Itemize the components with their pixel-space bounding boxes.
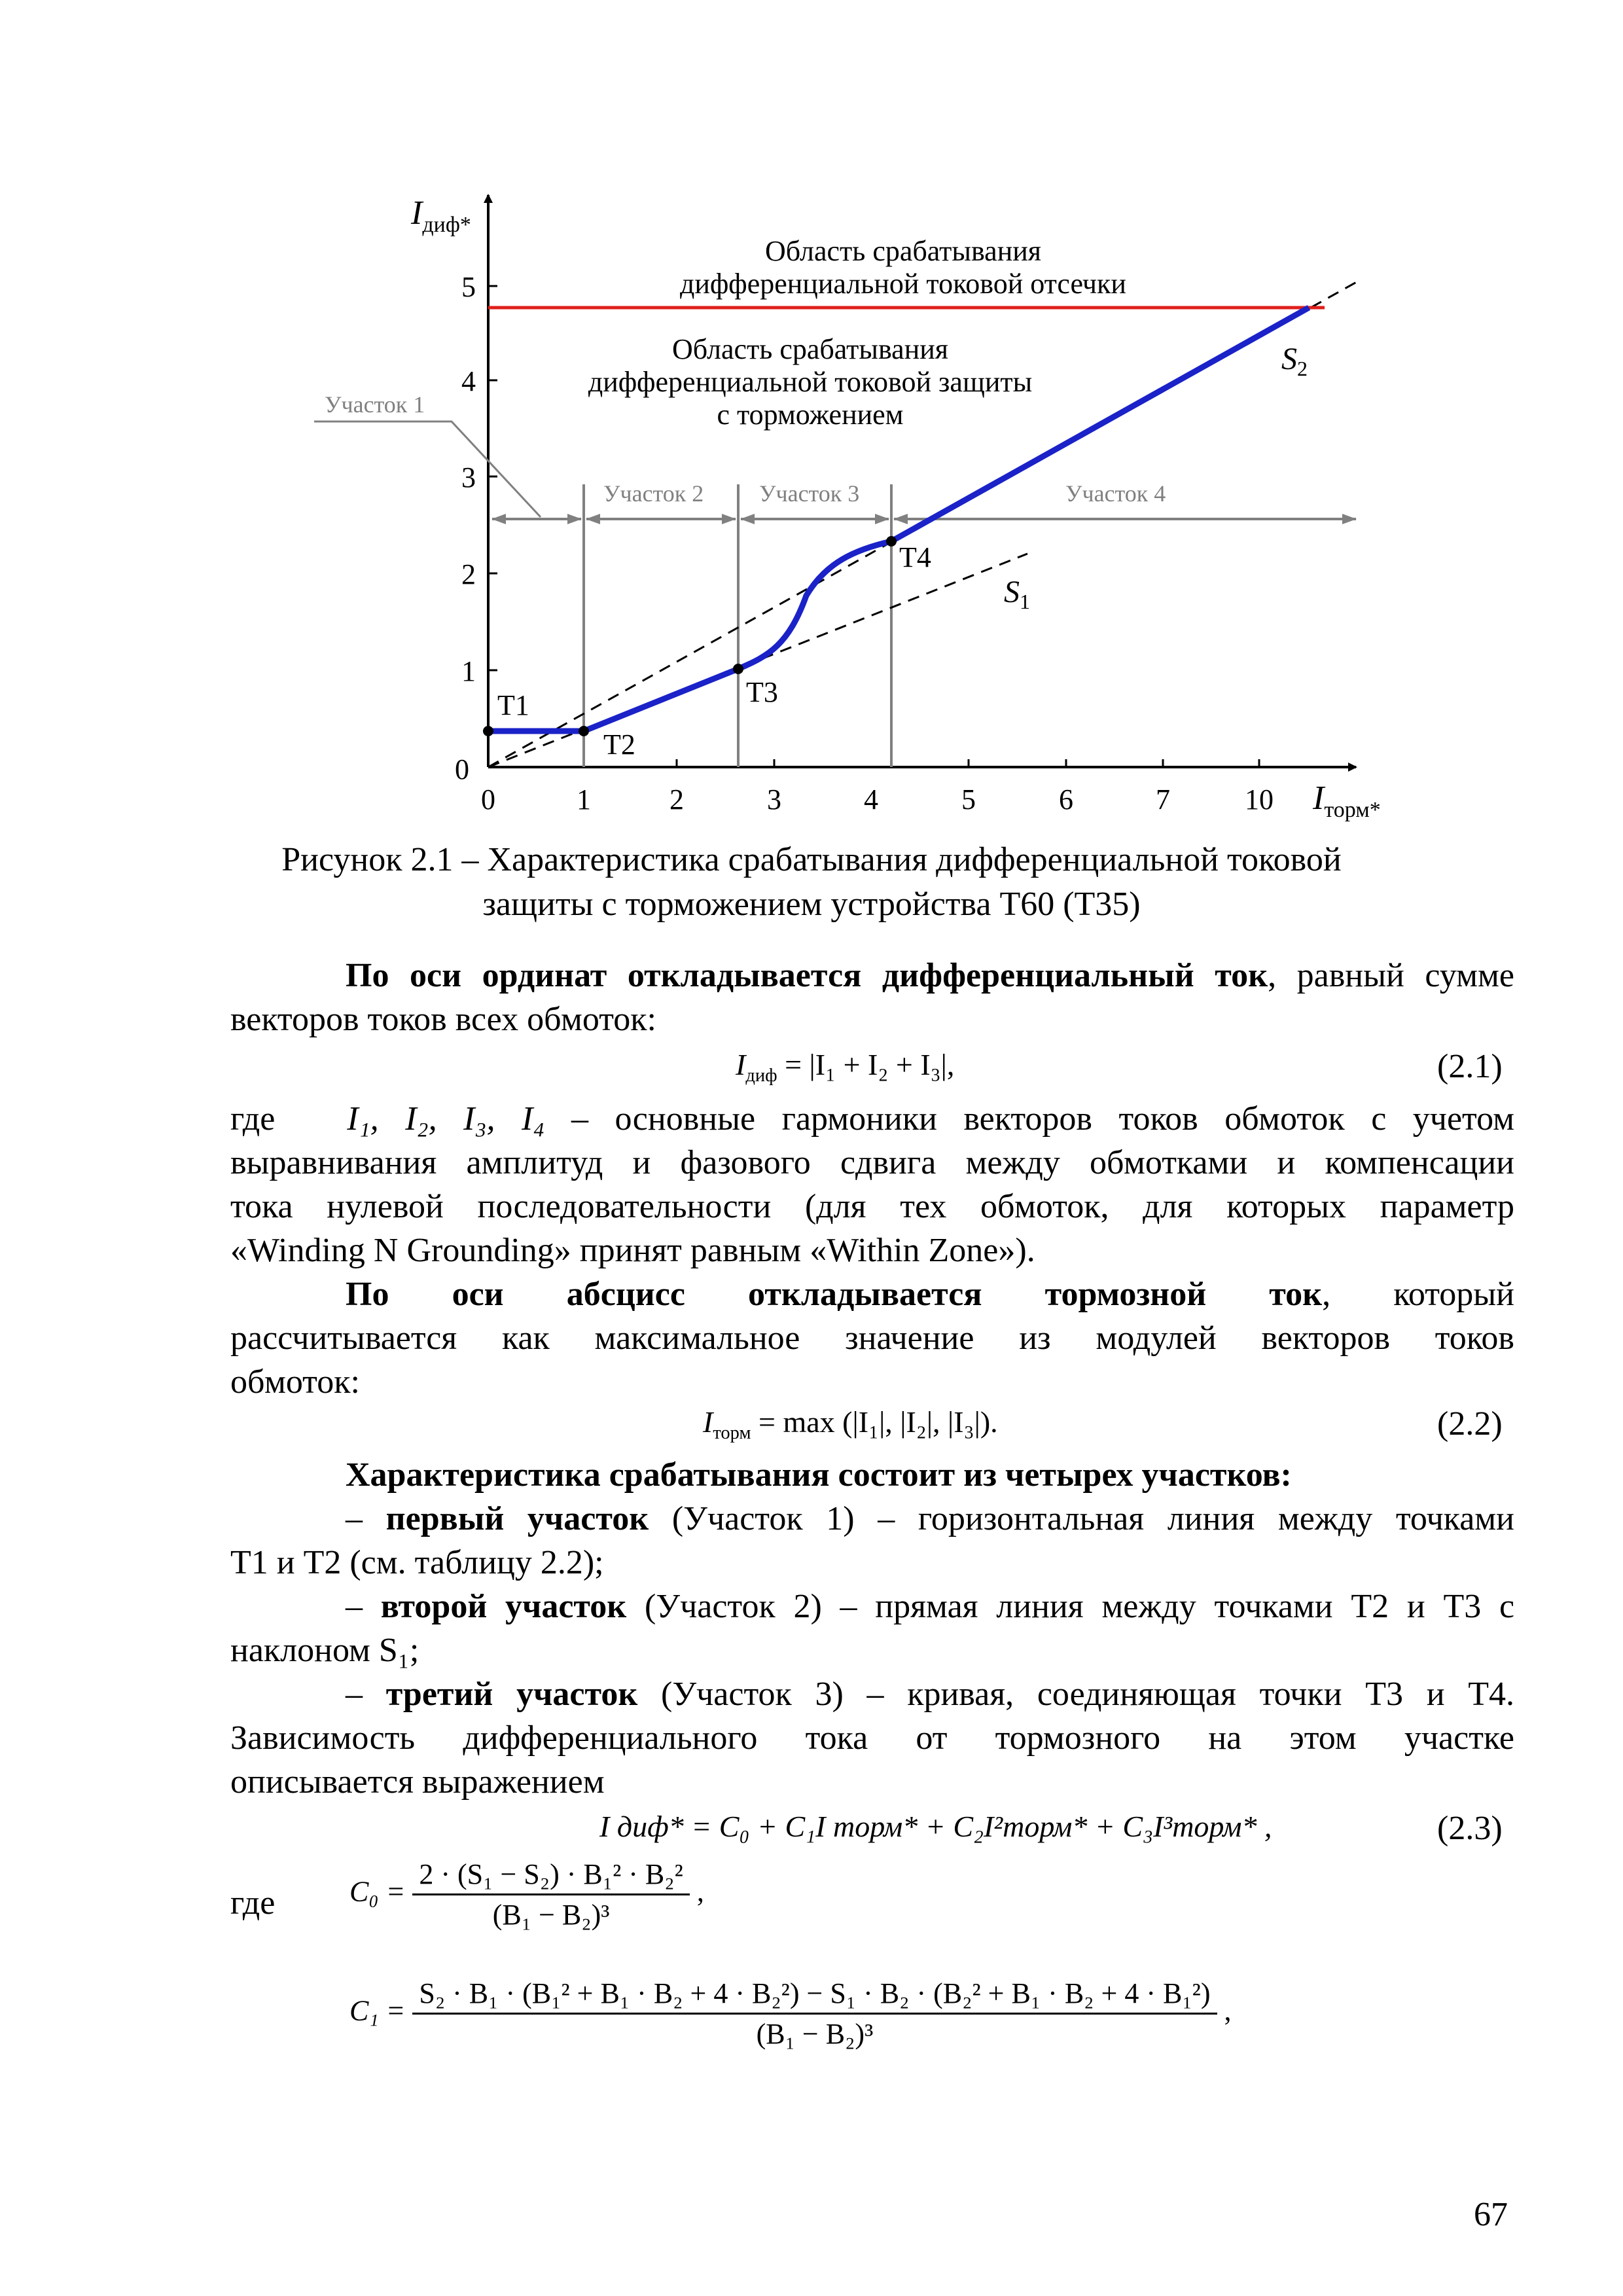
figure-caption [229,838,1394,927]
list-item [230,1497,1514,1541]
list-item [230,1672,1514,1716]
point-t3-label: T3 [746,676,778,708]
fraction [412,1977,1217,2051]
text-line: T1 и T2 (см. таблицу 2.2); [230,1544,604,1581]
paragraph-abscissa [230,1272,1514,1404]
paragraph-bold: По оси абсцисс откладывается тормозной ток [346,1276,1323,1313]
text-line: «Winding N Grounding» принят равным «Within Zone»). [230,1232,1035,1269]
y-tick-label: 0 [455,753,469,785]
fraction-numerator: 2 · (S₁ − S₂) · B₁² · B₂² [412,1857,689,1895]
equation-number: (2.2) [1437,1405,1503,1443]
text: (Участок 2) – прямая линия между точками T2 и T3 с [626,1588,1515,1625]
x-tick-label: 1 [577,783,591,816]
text: – основные гармоники векторов токов обмоток с учетом [544,1100,1514,1138]
x-tick-label: 0 [481,783,495,816]
y-tick-label: 3 [461,461,476,493]
y-axis-title: $I_{диф*}$ [411,194,471,237]
formula-c1 [349,1977,1232,2051]
dash: – [346,1500,386,1537]
caption-line: защиты с торможением устройства T60 (T35) [482,886,1141,923]
y-tick-label: 1 [461,655,476,687]
equation-2-1 [736,1047,954,1086]
section3-label: Участок 3 [759,480,860,507]
formula-lhs: C₁ = [349,1994,406,2027]
dash: – [346,1676,386,1713]
x-tick-label: 2 [669,783,684,816]
eq-symbol: I [736,1048,746,1081]
text-line: рассчитывается как максимальное значение из модулей векторов токов [230,1319,1514,1357]
dash: – [346,1588,381,1625]
equation-2-2 [703,1405,998,1444]
equation-number: (2.3) [1437,1810,1503,1847]
formula-c0 [349,1857,704,1931]
x-tick-label: 6 [1059,783,1073,816]
section4-label: Участок 4 [1065,480,1166,507]
cutoff-region-label: дифференциальной токовой отсечки [680,268,1126,300]
point-t2-label: T2 [603,728,635,761]
paragraph-ordinate [230,954,1514,1041]
y-tick-label: 5 [461,271,476,303]
text-line: тока нулевой последовательности (для тех обмоток, для которых параметр [230,1188,1514,1225]
item-bold: первый участок [385,1500,649,1537]
y-tick-marks [488,286,497,670]
eq-symbol: I [703,1405,713,1439]
formula-tail: , [1224,1994,1232,2027]
list-heading [230,1453,1514,1497]
restraint-region-label: с торможением [717,399,904,431]
item-bold: второй участок [380,1588,627,1625]
page-number: 67 [1474,2196,1508,2233]
fraction [412,1857,689,1931]
point-t1-label: T1 [497,689,529,721]
text-line: обмоток: [230,1363,360,1401]
where-block-1 [230,1097,1514,1272]
text: (Участок 1) – горизонтальная линия между точками [649,1500,1515,1537]
paragraph-bold: По оси ординат откладывается дифференциальный ток [346,957,1268,994]
eq-body: = |I₁ + I₂ + I₃|, [785,1048,955,1081]
restraint-region-label: Область срабатывания [671,333,949,365]
where-label: где [230,1100,276,1138]
text: (Участок 3) – кривая, соединяющая точки T3 и T4. [637,1676,1515,1713]
x-axis-title: $I_{торм*}$ [1313,780,1381,822]
section1-leader-line [314,422,541,517]
text-line: описывается выражением [230,1763,605,1801]
equation-2-3: I диф* = C₀ + C₁I торм* + C₂I²торм* + C₃I³торм* , [599,1810,1272,1843]
x-tick-label: 10 [1245,783,1274,816]
paragraph-text: , равный сумме векторов токов всех обмоток: [230,957,1515,1038]
eq-subscript: торм [713,1423,751,1444]
text-line [230,1272,1514,1316]
y-tick-label: 4 [461,365,476,397]
restraint-region-label: дифференциальной токовой защиты [588,366,1033,398]
heading-bold: Характеристика срабатывания состоит из четырех участков: [346,1456,1292,1494]
section2-label: Участок 2 [603,480,704,507]
text-line: наклоном S₁; [230,1632,419,1669]
text-line: Зависимость дифференциального тока от тормозного на этом участке [230,1719,1514,1757]
x-tick-label: 5 [961,783,976,816]
fraction-denominator: (B₁ − B₂)³ [492,1899,610,1931]
eq-subscript: диф [745,1066,777,1086]
caption-line: Рисунок 2.1 – Характеристика срабатывания дифференциальной токовой [281,841,1342,878]
x-tick-label: 3 [767,783,781,816]
slope-s1-label: $S_1$ [1004,575,1030,613]
where-label: где [230,1884,276,1922]
formula-lhs: C₀ = [349,1875,406,1908]
point-t4-label: T4 [899,541,931,573]
text: , который [1322,1276,1514,1313]
section1-label: Участок 1 [325,391,425,418]
eq-body: = max (|I₁|, |I₂|, |I₃|). [758,1405,998,1439]
variable-list: I₁, I₂, I₃, I₄ [347,1100,545,1138]
y-tick-label: 2 [461,558,476,590]
sections-list [230,1453,1514,1804]
equation-number: (2.1) [1437,1048,1503,1085]
x-tick-label: 7 [1156,783,1170,816]
fraction-numerator: S₂ · B₁ · (B₁² + B₁ · B₂ + 4 · B₂²) − S₁ · B₂ · (B₂² + B₁ · B₂ + 4 · B₁²) [412,1977,1217,2015]
slope-s2-label: $S_2$ [1281,342,1308,380]
text-line: выравнивания амплитуд и фазового сдвига между обмотками и компенсации [230,1144,1514,1181]
characteristic-figure [0,0,1623,851]
formula-tail: , [696,1875,704,1908]
item-bold: третий участок [385,1676,638,1713]
list-item [230,1585,1514,1628]
cutoff-region-label: Область срабатывания [764,235,1042,267]
fraction-denominator: (B₁ − B₂)³ [756,2018,874,2050]
text-line [230,1097,1514,1141]
x-tick-label: 4 [864,783,878,816]
